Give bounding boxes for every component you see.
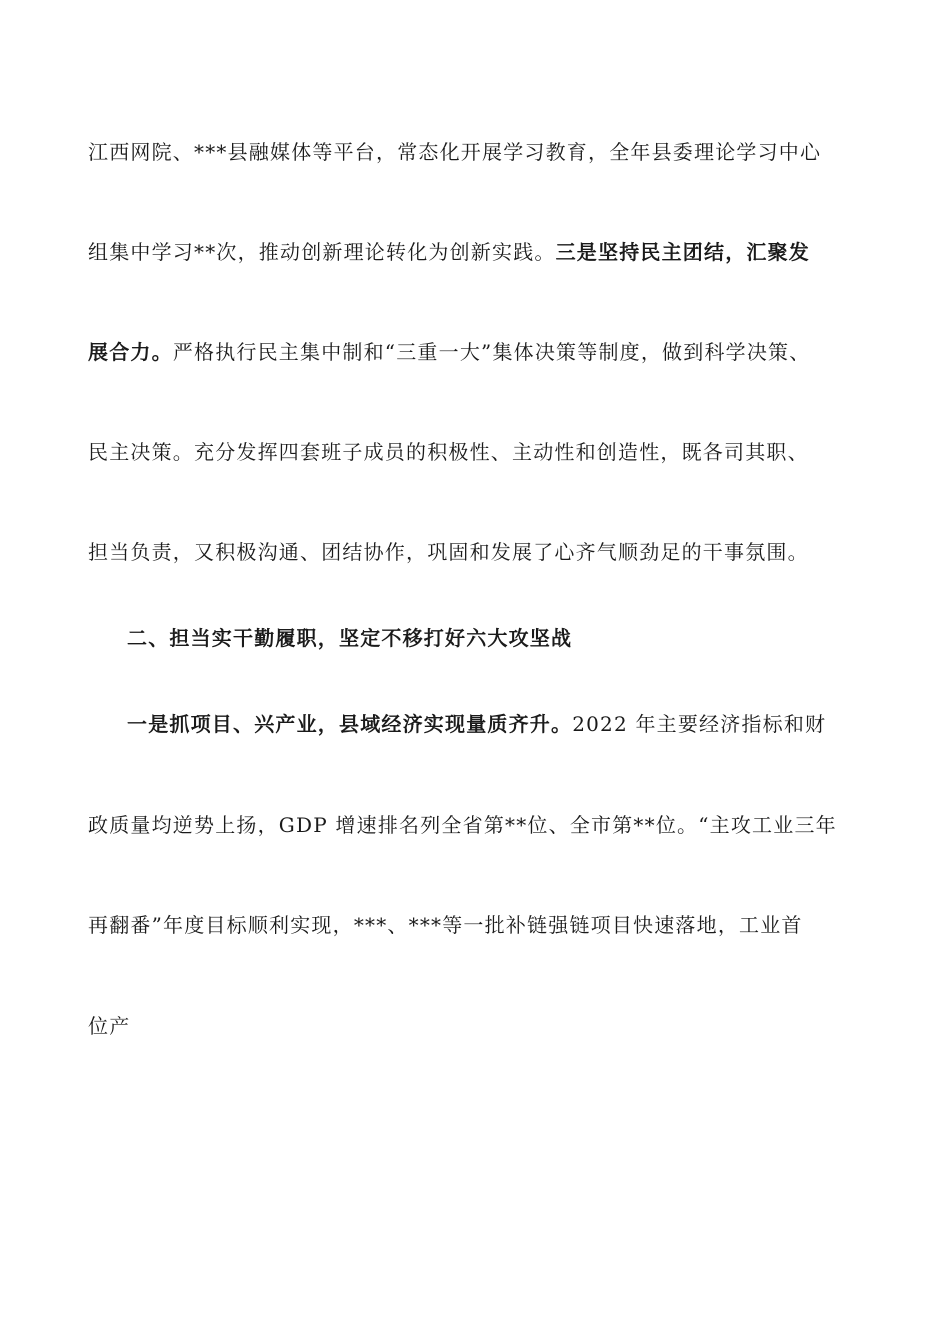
line-text: 再翻番”年度目标顺利实现，***、***等一批补链强链项目快速落地，工业首 — [88, 913, 803, 937]
paragraph-line-6 — [127, 710, 927, 738]
paragraph-line-9 — [88, 1012, 888, 1040]
line-text-bold: 展合力。 — [88, 340, 173, 364]
paragraph-line-3 — [88, 338, 888, 366]
line-text-normal: 2022 年主要经济指标和财 — [572, 712, 827, 736]
line-text: 担当负责，又积极沟通、团结协作，巩固和发展了心齐气顺劲足的干事氛围。 — [88, 540, 809, 564]
paragraph-line-4 — [88, 438, 888, 466]
paragraph-line-1 — [88, 138, 888, 166]
line-text: 政质量均逆势上扬，GDP 增速排名列全省第**位、全市第**位。“主攻工业三年 — [88, 813, 837, 837]
paragraph-line-8 — [88, 911, 888, 939]
line-text-normal: 严格执行民主集中制和“三重一大”集体决策等制度，做到科学决策、 — [172, 340, 811, 364]
line-text-bold: 三是坚持民主团结，汇聚发 — [555, 240, 811, 264]
paragraph-line-5 — [88, 538, 888, 566]
line-text: 位产 — [88, 1014, 131, 1038]
line-text-normal: 组集中学习**次，推动创新理论转化为创新实践。 — [88, 240, 556, 264]
paragraph-line-2 — [88, 238, 888, 266]
line-text-bold: 一是抓项目、兴产业，县域经济实现量质齐升。 — [127, 712, 573, 736]
line-text: 江西网院、***县融媒体等平台，常态化开展学习教育，全年县委理论学习中心 — [88, 140, 822, 164]
section-heading — [127, 624, 927, 652]
line-text: 民主决策。充分发挥四套班子成员的积极性、主动性和创造性，既各司其职、 — [88, 440, 809, 464]
paragraph-line-7 — [88, 811, 888, 839]
heading-text: 二、担当实干勤履职，坚定不移打好六大攻坚战 — [127, 626, 573, 650]
